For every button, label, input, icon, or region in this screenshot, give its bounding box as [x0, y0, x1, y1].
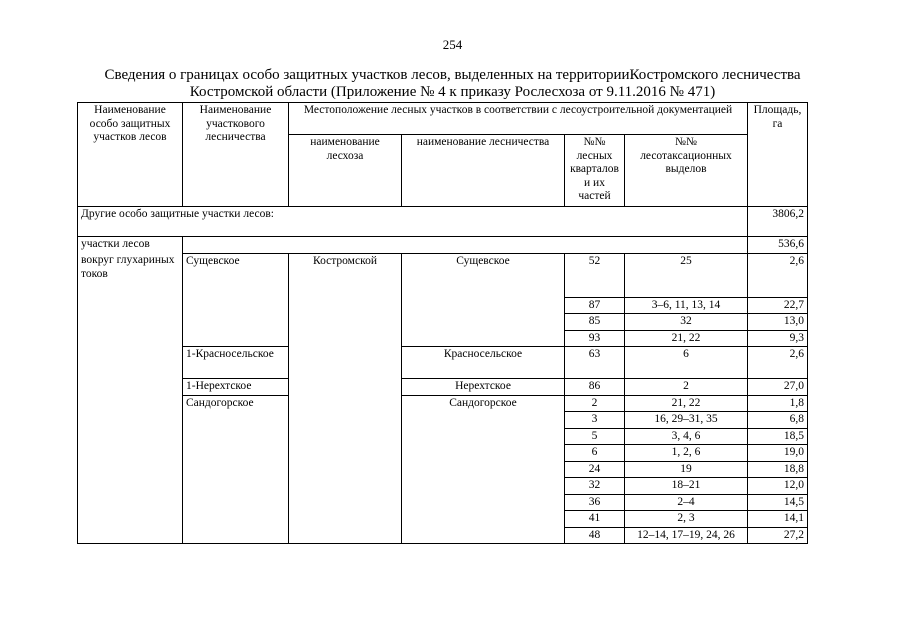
- leskhoz-cell: Костромской: [289, 253, 402, 544]
- vyd-cell: 21, 22: [625, 395, 748, 412]
- category-blank: [183, 237, 748, 254]
- category-label-rest: вокруг глухариных токов: [78, 253, 183, 544]
- vyd-cell: 2: [625, 379, 748, 396]
- vyd-cell: 21, 22: [625, 330, 748, 347]
- header-area: Площадь, га: [748, 103, 808, 207]
- vyd-cell: 2–4: [625, 494, 748, 511]
- category-area: 536,6: [748, 237, 808, 254]
- title-line-1: Сведения о границах особо защитных участков лесов, выделенных на территорииКостромского лесничества: [104, 67, 801, 83]
- area-cell: 14,1: [748, 511, 808, 528]
- area-cell: 27,2: [748, 527, 808, 544]
- uch-cell: 1-Нерехтское: [183, 379, 289, 396]
- title-line-2: Костромской области (Приложение № 4 к приказу Рослесхоза от 9.11.2016 № 471): [189, 84, 716, 100]
- summary-area: 3806,2: [748, 207, 808, 237]
- area-cell: 6,8: [748, 412, 808, 429]
- kv-cell: 24: [565, 461, 625, 478]
- header-location-group: Местоположение лесных участков в соответствии с лесоустроительной документацией: [289, 103, 748, 135]
- kv-cell: 85: [565, 314, 625, 331]
- vyd-cell: 2, 3: [625, 511, 748, 528]
- vyd-cell: 19: [625, 461, 748, 478]
- summary-row: [78, 207, 808, 237]
- kv-cell: 36: [565, 494, 625, 511]
- area-cell: 13,0: [748, 314, 808, 331]
- header-row: [78, 103, 808, 135]
- vyd-cell: 32: [625, 314, 748, 331]
- area-cell: 14,5: [748, 494, 808, 511]
- kv-cell: 48: [565, 527, 625, 544]
- uch-cell: 1-Красносельское: [183, 347, 289, 379]
- area-cell: 1,8: [748, 395, 808, 412]
- vyd-cell: 1, 2, 6: [625, 445, 748, 462]
- lesn-cell: Красносельское: [402, 347, 565, 379]
- header-kvartaly: №№ лесных кварталов и их частей: [565, 135, 625, 207]
- kv-cell: 2: [565, 395, 625, 412]
- kv-cell: 6: [565, 445, 625, 462]
- area-cell: 12,0: [748, 478, 808, 495]
- table-row: [78, 253, 808, 297]
- kv-cell: 52: [565, 253, 625, 297]
- vyd-cell: 3–6, 11, 13, 14: [625, 297, 748, 314]
- vyd-cell: 3, 4, 6: [625, 428, 748, 445]
- category-row: [78, 237, 808, 254]
- area-cell: 18,5: [748, 428, 808, 445]
- area-cell: 2,6: [748, 253, 808, 297]
- table-row: [78, 379, 808, 396]
- vyd-cell: 25: [625, 253, 748, 297]
- kv-cell: 86: [565, 379, 625, 396]
- kv-cell: 5: [565, 428, 625, 445]
- document-title: [60, 67, 845, 101]
- header-uchastkovoe-lesnichestvo: Наименование участкового лесничества: [183, 103, 289, 207]
- kv-cell: 63: [565, 347, 625, 379]
- header-lesnichestvo: наименование лесничества: [402, 135, 565, 207]
- area-cell: 27,0: [748, 379, 808, 396]
- header-vydely: №№ лесотаксационных выделов: [625, 135, 748, 207]
- kv-cell: 3: [565, 412, 625, 429]
- page-number: 254: [442, 37, 463, 52]
- lesn-cell: Сандогорское: [402, 395, 565, 544]
- kv-cell: 93: [565, 330, 625, 347]
- vyd-cell: 18–21: [625, 478, 748, 495]
- uch-cell: Сандогорское: [183, 395, 289, 544]
- table-row: [78, 395, 808, 412]
- category-label-first: участки лесов: [78, 237, 183, 254]
- area-cell: 2,6: [748, 347, 808, 379]
- kv-cell: 41: [565, 511, 625, 528]
- header-leskhoz: наименование лесхоза: [289, 135, 402, 207]
- summary-label: Другие особо защитные участки лесов:: [78, 207, 748, 237]
- kv-cell: 87: [565, 297, 625, 314]
- area-cell: 9,3: [748, 330, 808, 347]
- lesn-cell: Сущевское: [402, 253, 565, 347]
- area-cell: 22,7: [748, 297, 808, 314]
- lesn-cell: Нерехтское: [402, 379, 565, 396]
- vyd-cell: 12–14, 17–19, 24, 26: [625, 527, 748, 544]
- kv-cell: 32: [565, 478, 625, 495]
- protected-areas-table: [77, 102, 808, 544]
- area-cell: 19,0: [748, 445, 808, 462]
- vyd-cell: 6: [625, 347, 748, 379]
- vyd-cell: 16, 29–31, 35: [625, 412, 748, 429]
- table-row: [78, 347, 808, 379]
- header-osu-name: Наименование особо защитных участков лесов: [78, 103, 183, 207]
- uch-cell: Сущевское: [183, 253, 289, 347]
- area-cell: 18,8: [748, 461, 808, 478]
